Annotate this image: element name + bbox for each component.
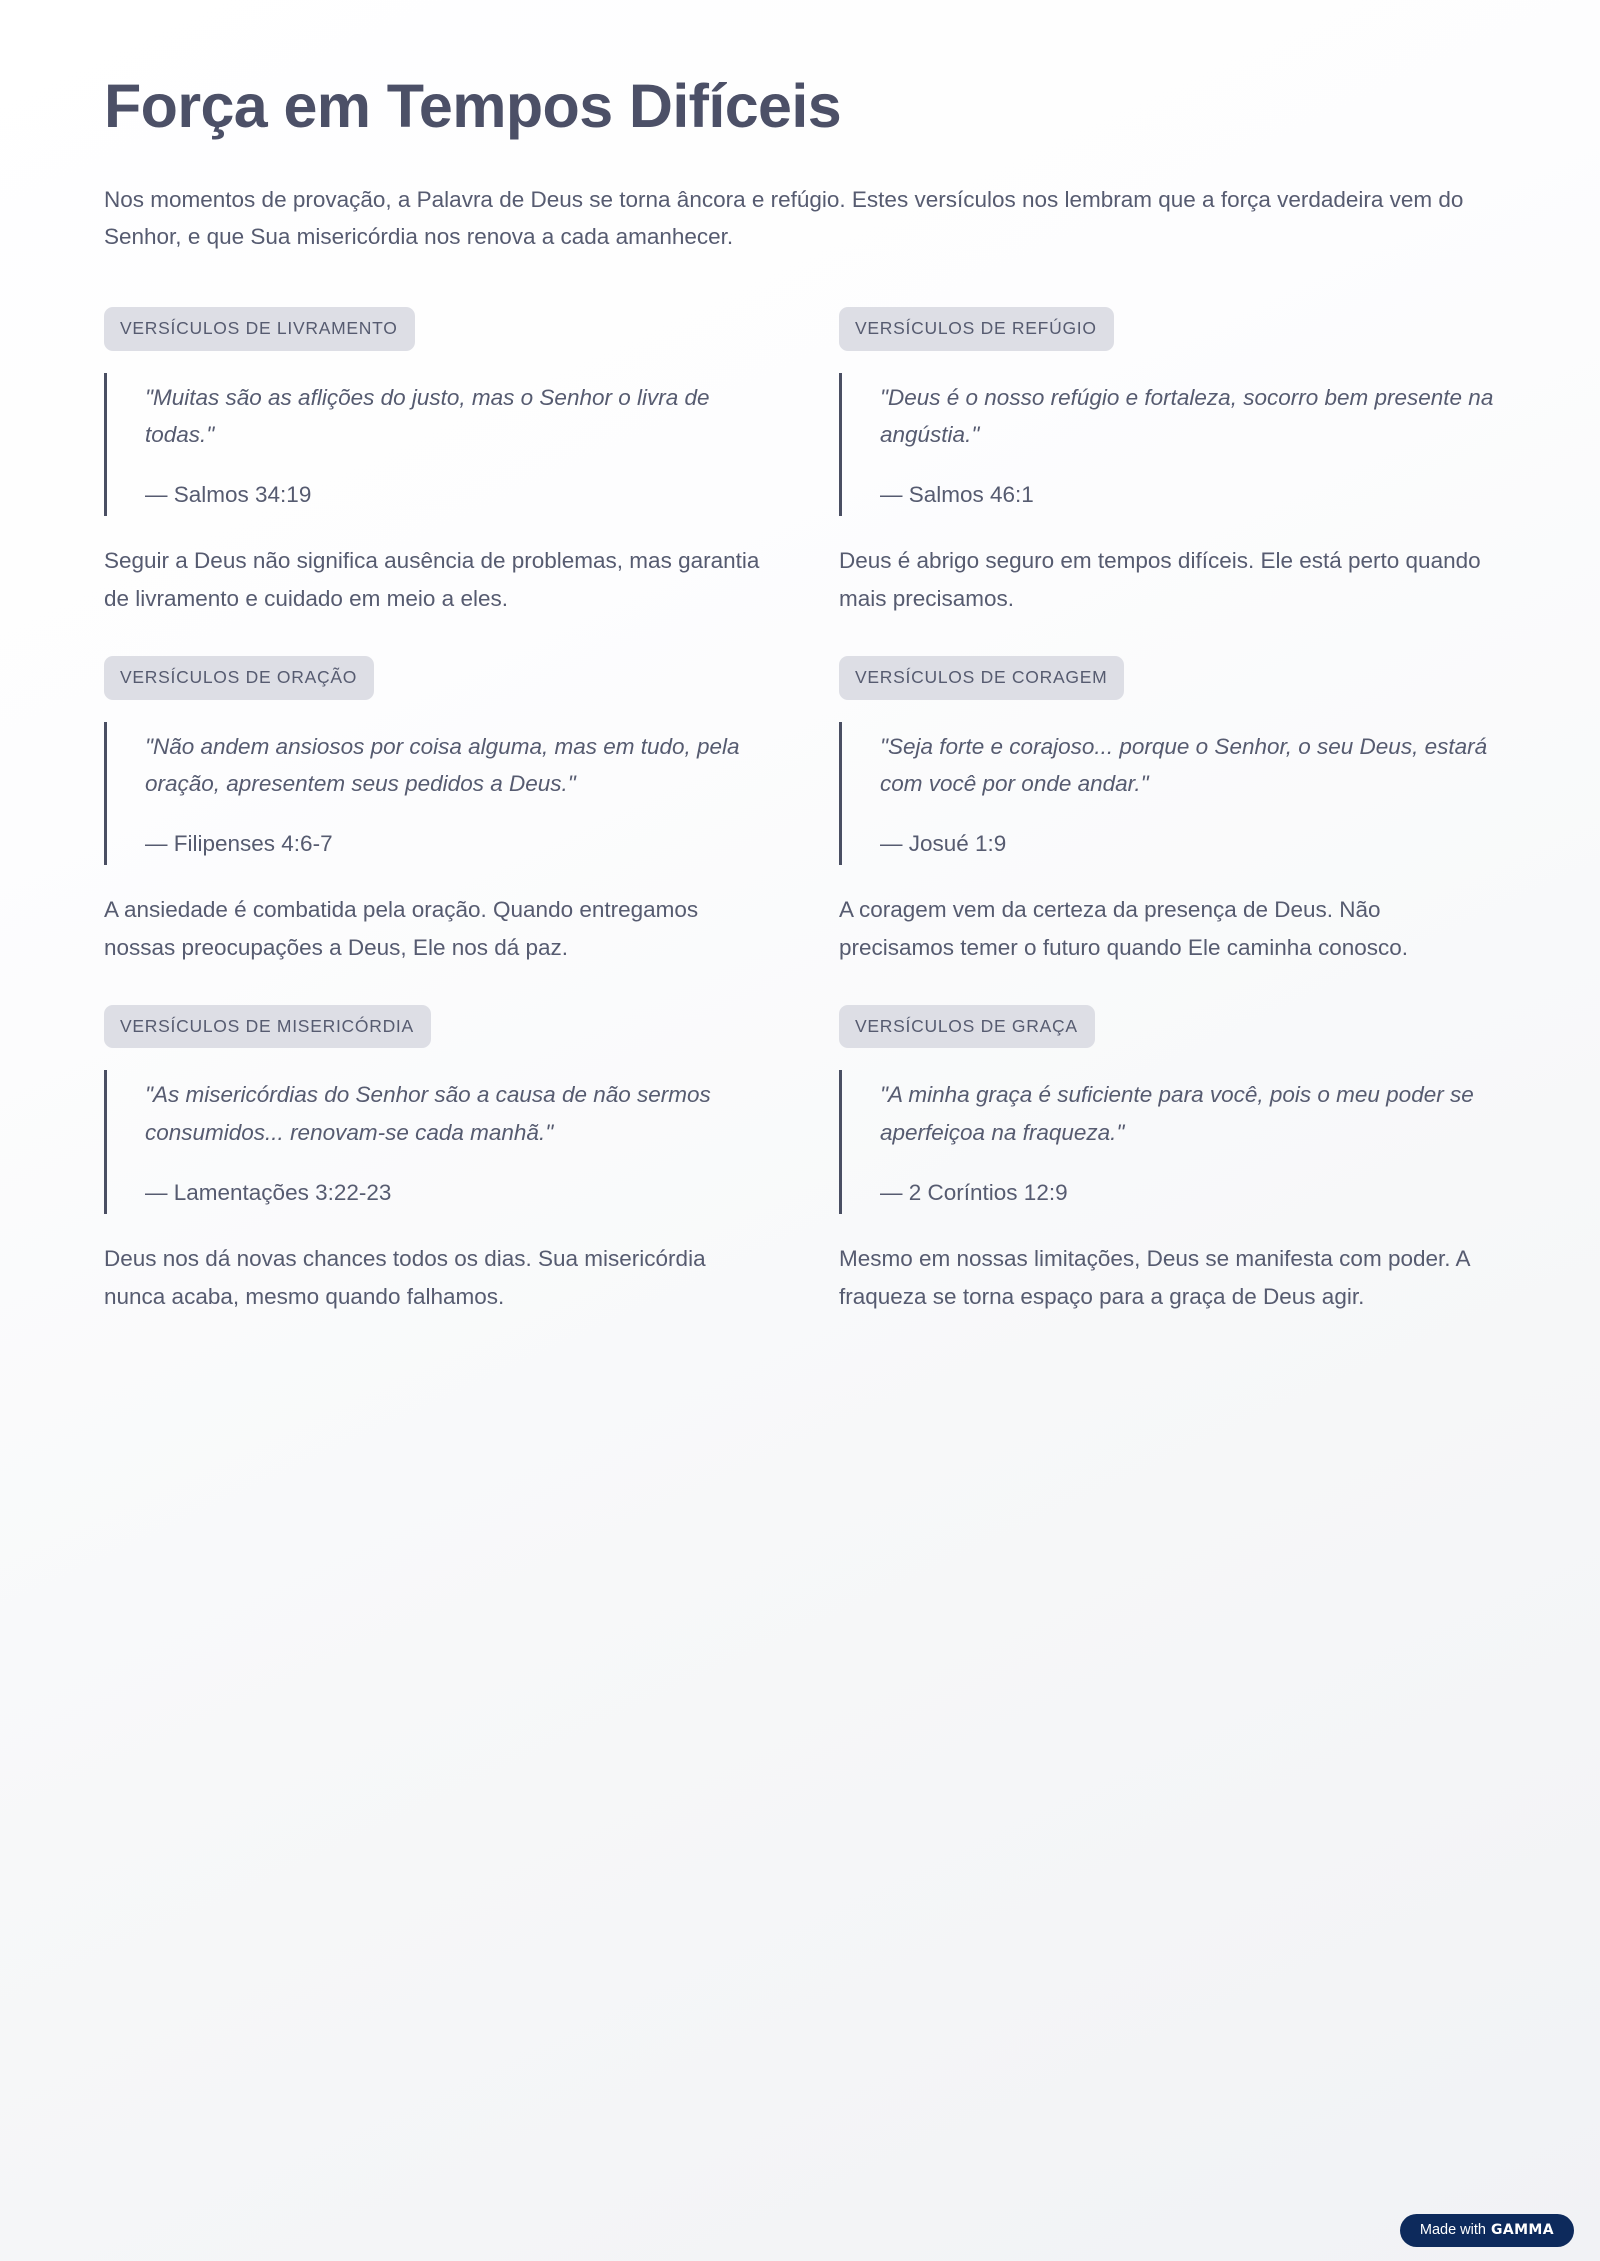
verse-quote-refugio [839,373,1496,517]
section-graca [839,1005,1496,1316]
commentary-livramento: Seguir a Deus não significa ausência de problemas, mas garantia de livramento e cuidado em meio a eles. [104,548,760,612]
verse-text: "Muitas são as aflições do justo, mas o Senhor o livra de todas." [145,384,710,447]
section-refugio [839,307,1496,618]
section-badge-graca: VERSÍCULOS DE GRAÇA [839,1005,1095,1049]
made-with-gamma-badge[interactable] [1400,2214,1574,2248]
verse-source: — Josué 1:9 [880,830,1007,856]
intro-paragraph: Nos momentos de provação, a Palavra de Deus se torna âncora e refúgio. Estes versículos nos lembram que a força verdadeira vem do Senhor, e que Sua misericórdia nos renova a cada amanhecer. [104,187,1464,249]
verse-source: — Filipenses 4:6-7 [145,830,333,856]
verse-quote-oracao [104,722,761,866]
verse-text: "Não andem ansiosos por coisa alguma, mas em tudo, pela oração, apresentem seus pedidos a Deus." [145,733,740,796]
verse-quote-coragem [839,722,1496,866]
commentary-misericordia: Deus nos dá novas chances todos os dias. Sua misericórdia nunca acaba, mesmo quando falhamos. [104,1246,706,1309]
gamma-brand-label: GAMMA [1490,2221,1554,2238]
verse-text: "Seja forte e corajoso... porque o Senhor, o seu Deus, estará com você por onde andar." [880,733,1488,796]
right-column [839,307,1496,1354]
section-oracao [104,656,761,967]
verse-source: — 2 Coríntios 12:9 [880,1179,1068,1205]
verse-text: "As misericórdias do Senhor são a causa de não sermos consumidos... renovam-se cada manhã." [145,1082,711,1145]
section-badge-coragem: VERSÍCULOS DE CORAGEM [839,656,1124,700]
commentary-graca: Mesmo em nossas limitações, Deus se manifesta com poder. A fraqueza se torna espaço para a graça de Deus agir. [839,1246,1470,1309]
verse-text: "A minha graça é suficiente para você, pois o meu poder se aperfeiçoa na fraqueza." [880,1082,1474,1145]
verse-quote-misericordia [104,1070,761,1214]
left-column [104,307,761,1354]
verse-source: — Salmos 46:1 [880,481,1034,507]
verse-text: "Deus é o nosso refúgio e fortaleza, socorro bem presente na angústia." [880,384,1494,447]
two-column-layout [104,307,1496,1354]
commentary-oracao: A ansiedade é combatida pela oração. Quando entregamos nossas preocupações a Deus, Ele nos dá paz. [104,897,699,961]
verse-quote-livramento [104,373,761,517]
verse-source: — Salmos 34:19 [145,481,312,507]
section-badge-refugio: VERSÍCULOS DE REFÚGIO [839,307,1114,351]
verse-source: — Lamentações 3:22-23 [145,1179,392,1205]
section-misericordia [104,1005,761,1316]
section-badge-misericordia: VERSÍCULOS DE MISERICÓRDIA [104,1005,431,1049]
page-title: Força em Tempos Difíceis [104,72,842,140]
commentary-coragem: A coragem vem da certeza da presença de Deus. Não precisamos temer o futuro quando Ele caminha conosco. [839,897,1409,961]
made-with-label: Made with [1419,2221,1486,2238]
section-badge-livramento: VERSÍCULOS DE LIVRAMENTO [104,307,415,351]
section-badge-oracao: VERSÍCULOS DE ORAÇÃO [104,656,374,700]
verse-quote-graca [839,1070,1496,1214]
section-livramento [104,307,761,618]
section-coragem [839,656,1496,967]
commentary-refugio: Deus é abrigo seguro em tempos difíceis. Ele está perto quando mais precisamos. [839,548,1481,612]
